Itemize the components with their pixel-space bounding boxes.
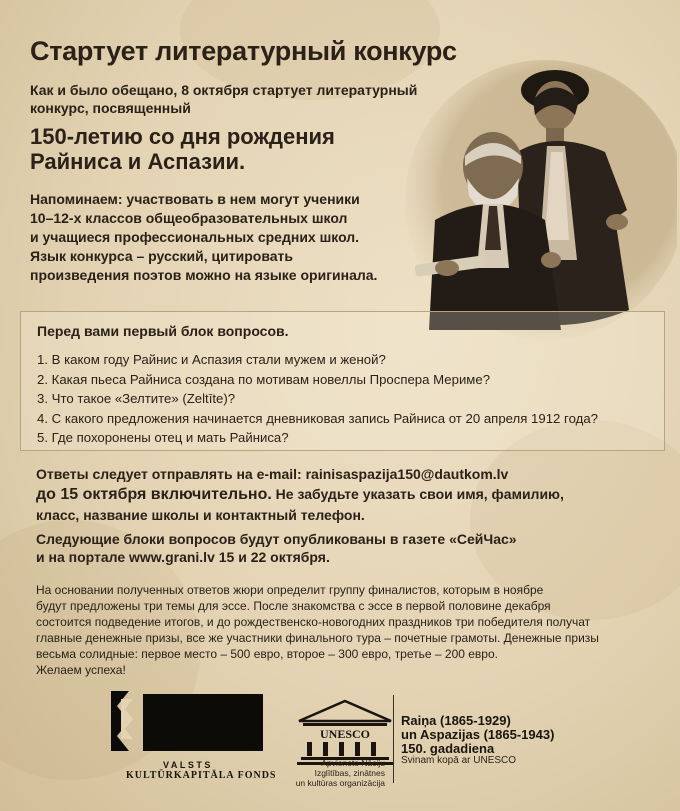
body-line: весьма солидные: первое место – 500 евро, второе – 300 евро, третье – 200 евро. bbox=[36, 647, 498, 661]
questions-panel bbox=[20, 311, 665, 451]
intro-text bbox=[30, 81, 470, 117]
questions-list bbox=[37, 350, 662, 448]
unesco-caption-line: Apvienoto Nāciju bbox=[321, 758, 385, 768]
kk-black-block bbox=[143, 694, 263, 751]
unesco-word: UNESCO bbox=[319, 727, 371, 741]
next-blocks-line: и на портале www.grani.lv 15 и 22 октября. bbox=[36, 549, 330, 565]
intro-line: конкурс, посвященный bbox=[30, 100, 191, 116]
answers-deadline-line bbox=[36, 484, 656, 505]
logo-divider bbox=[393, 695, 394, 783]
kk-chevron-icon bbox=[111, 691, 141, 751]
question-item: 4. С какого предложения начинается дневниковая запись Райниса от 20 апреля 1912 года? bbox=[37, 410, 598, 426]
jubilee-line: 150. gadadiena bbox=[401, 741, 495, 756]
reminder-line: Язык конкурса – русский, цитировать bbox=[30, 248, 293, 264]
jubilee-line: un Aspazijas (1865-1943) bbox=[401, 727, 555, 742]
unesco-caption-line: Izglītības, zinātnes bbox=[314, 768, 385, 778]
question-item: 2. Какая пьеса Райниса создана по мотивам новеллы Проспера Мериме? bbox=[37, 371, 491, 387]
headline-line: Райниса и Аспазии. bbox=[30, 149, 246, 174]
body-line: На основании полученных ответов жюри определит группу финалистов, которым в ноябре bbox=[36, 583, 544, 597]
reminder-line: 10–12-х классов общеобразовательных школ bbox=[30, 210, 348, 226]
kulturkapitala-fonds-logo bbox=[111, 691, 277, 791]
body-line: будут предложены три темы для эссе. После знакомства с эссе в первой половине декабря bbox=[36, 599, 551, 613]
answers-reminder: Не забудьте указать свои имя, фамилию, bbox=[271, 486, 564, 502]
kk-valsts-label: VALSTS bbox=[163, 760, 213, 770]
deadline-text: до 15 октября включительно. bbox=[36, 486, 272, 503]
next-blocks-info bbox=[36, 530, 656, 566]
body-line: состоится подведение итогов, и до рождественско-новогодних праздников три победителя получат bbox=[36, 615, 591, 629]
anniversary-headline bbox=[30, 124, 470, 174]
question-item: 3. Что такое «Зелтите» (Zeltīte)? bbox=[37, 391, 236, 406]
body-line: главные денежные призы, все же участники финального тура – почетные грамоты. Денежные призы bbox=[36, 631, 599, 645]
next-blocks-line: Следующие блоки вопросов будут опубликованы в газете «СейЧас» bbox=[36, 531, 517, 547]
page-title: Стартует литературный конкурс bbox=[30, 36, 457, 66]
answers-info bbox=[36, 464, 656, 525]
jubilee-text bbox=[401, 714, 601, 756]
reminder-line: и учащиеся профессиональных средних школ. bbox=[30, 229, 360, 245]
reminder-line: Напоминаем: участвовать в нем могут ученики bbox=[30, 191, 360, 207]
question-item: 1. В каком году Райнис и Аспазия стали мужем и женой? bbox=[37, 352, 386, 367]
reminder-text bbox=[30, 190, 450, 285]
intro-line: Как и было обещано, 8 октября стартует литературный bbox=[30, 82, 418, 98]
questions-heading: Перед вами первый блок вопросов. bbox=[37, 323, 289, 339]
question-item: 5. Где похоронены отец и мать Райниса? bbox=[37, 430, 289, 445]
body-line: Желаем успеха! bbox=[36, 663, 126, 677]
jubilee-line: Raiņa (1865-1929) bbox=[401, 713, 511, 728]
headline-line: 150-летию со дня рождения bbox=[30, 124, 335, 149]
answers-details-line: класс, название школы и контактный телефон. bbox=[36, 507, 365, 523]
unesco-caption bbox=[285, 758, 385, 788]
kk-fonds-label: KULTŪRKAPITĀLA FONDS bbox=[126, 770, 277, 781]
jury-text bbox=[36, 582, 661, 678]
rainis-aspazija-photo bbox=[405, 60, 677, 340]
reminder-line: произведения поэтов можно на языке оригинала. bbox=[30, 267, 378, 283]
jubilee-subtitle: Svinam kopā ar UNESCO bbox=[401, 755, 517, 766]
answers-email-line: Ответы следует отправлять на e-mail: rainisaspazija150@dautkom.lv bbox=[36, 466, 509, 482]
unesco-caption-line: un kultūras organizācija bbox=[295, 778, 385, 788]
